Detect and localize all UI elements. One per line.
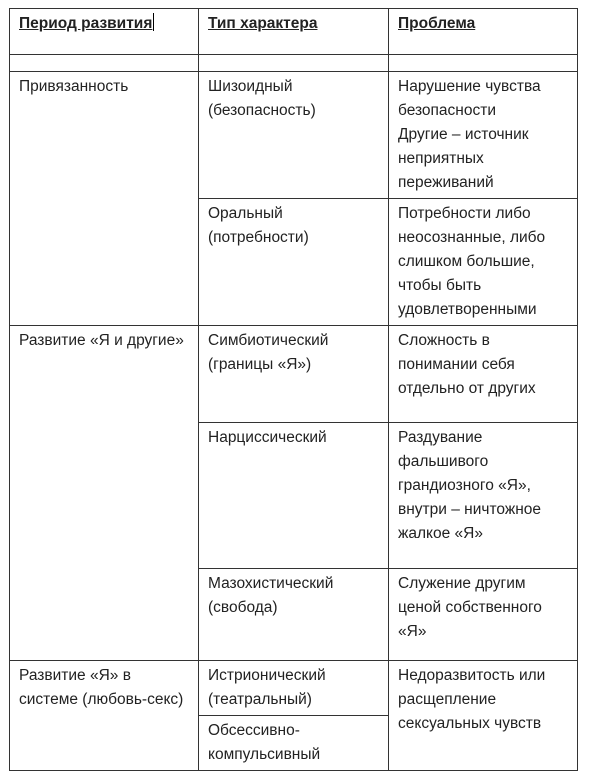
- table-row: [10, 72, 578, 199]
- problem-cell: [389, 569, 578, 661]
- type-line: Мазохистический: [208, 575, 334, 592]
- problem-cell: [389, 326, 578, 423]
- problem-line: Сложность в понимании себя отдельно от других: [398, 332, 536, 397]
- problem-cell: [389, 72, 578, 199]
- type-cell: [199, 199, 389, 326]
- type-line: Обсессивно-: [208, 722, 300, 739]
- type-cell: [199, 661, 389, 716]
- problem-cell: [389, 423, 578, 569]
- period-cell: Развитие «Я» в системе (любовь-секс): [10, 661, 199, 771]
- type-line: (границы «Я»): [208, 356, 312, 373]
- spacer-row: [10, 55, 578, 72]
- type-line: (театральный): [208, 691, 312, 708]
- table-row: [10, 326, 578, 423]
- header-period: [10, 9, 199, 55]
- header-type: Тип характера: [199, 9, 389, 55]
- problem-cell: [389, 199, 578, 326]
- text-cursor: [153, 13, 154, 31]
- problem-line: Другие – источник неприятных переживаний: [398, 126, 529, 191]
- type-line: Нарциссический: [208, 429, 327, 446]
- type-cell: [199, 72, 389, 199]
- type-line: Оральный: [208, 205, 283, 222]
- type-cell: [199, 326, 389, 423]
- type-line: Истрионический: [208, 667, 326, 684]
- type-line: Шизоидный: [208, 78, 293, 95]
- period-cell: Привязанность: [10, 72, 199, 326]
- period-cell: Развитие «Я и другие»: [10, 326, 199, 661]
- header-problem: Проблема: [389, 9, 578, 55]
- table-row: [10, 661, 578, 716]
- type-line: компульсивный: [208, 746, 321, 763]
- type-line: Симбиотический: [208, 332, 329, 349]
- problem-line: Недоразвитость или расщепление сексуальных чувств: [398, 667, 546, 732]
- problem-line: Раздувание фальшивого грандиозного «Я», внутри – ничтожное жалкое «Я»: [398, 429, 541, 542]
- header-period-label: Период развития: [19, 15, 153, 32]
- header-row: [10, 9, 578, 55]
- type-line: (свобода): [208, 599, 278, 616]
- character-types-table: [9, 8, 578, 771]
- problem-line: Потребности либо неосознанные, либо слишком большие, чтобы быть удовлетворенными: [398, 205, 546, 318]
- type-cell: [199, 423, 389, 569]
- type-line: (безопасность): [208, 102, 316, 119]
- type-cell: [199, 716, 389, 771]
- problem-cell: [389, 661, 578, 771]
- problem-line: Служение другим ценой собственного «Я»: [398, 575, 542, 640]
- problem-line: Нарушение чувства безопасности: [398, 78, 541, 119]
- type-cell: [199, 569, 389, 661]
- type-line: (потребности): [208, 229, 309, 246]
